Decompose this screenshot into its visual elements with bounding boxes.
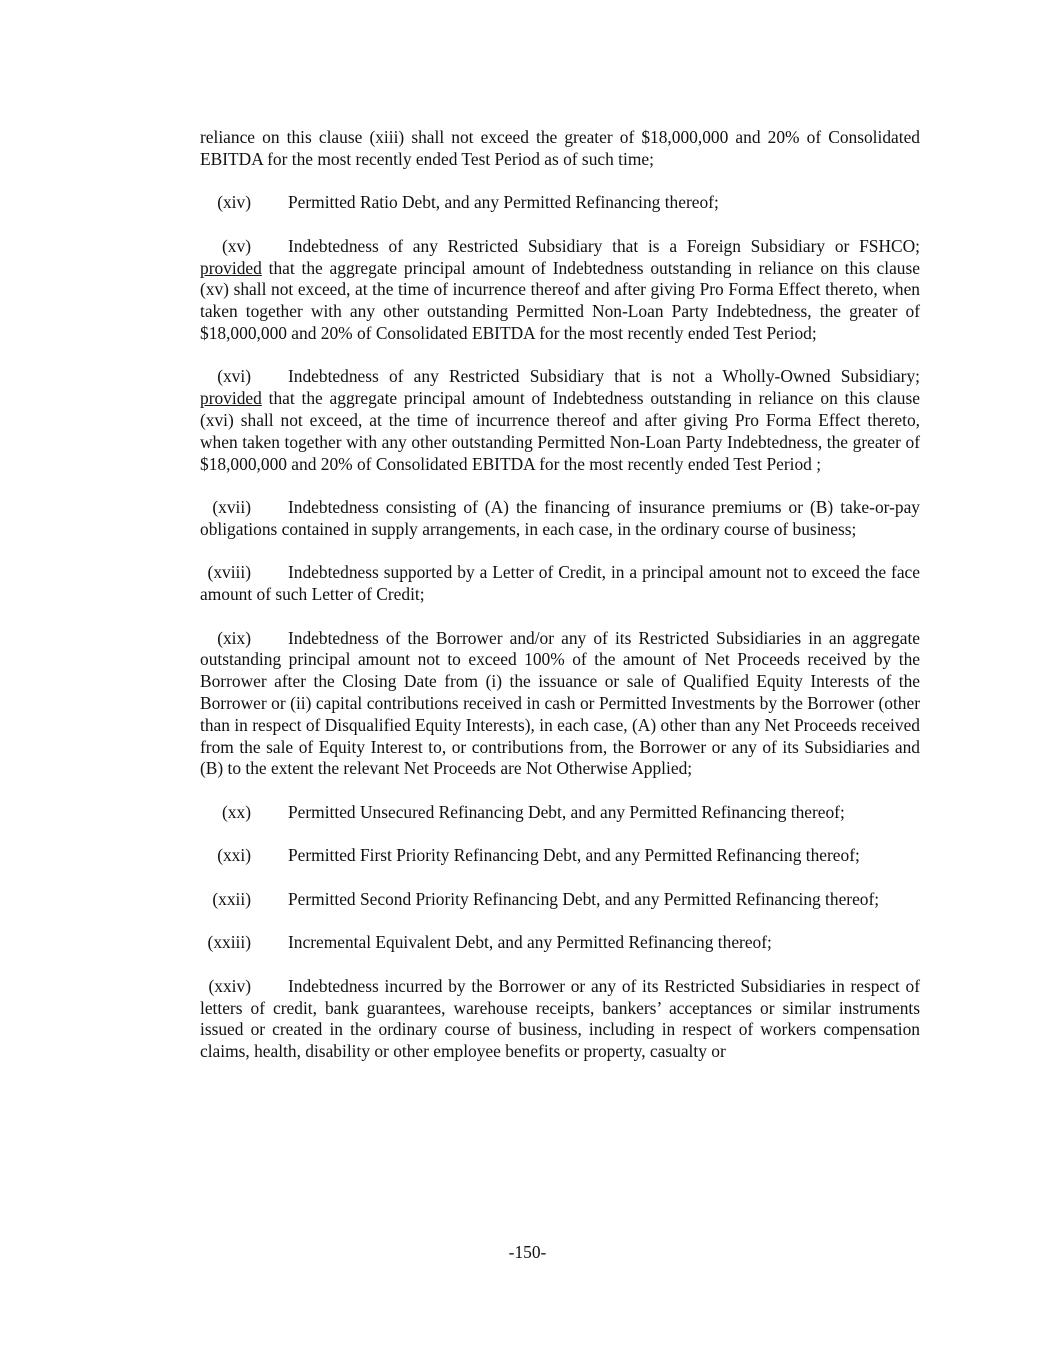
clause-number: (xv)	[222, 235, 251, 256]
clause-text: Permitted First Priority Refinancing Debt, and any Permitted Refinancing thereof;	[288, 845, 860, 866]
clause-number: (xiv)	[217, 192, 251, 213]
clause-text-continued: that the aggregate principal amount of Indebtedness outstanding in reliance on this clause (xv) shall not exceed, at the time of incurrence thereof and after giving Pro Forma Effect thereto, when taken together with any other outstanding Permitted Non-Loan Party Indebtedness, the greater of $18,000,000 and 20% of Consolidated EBITDA for the most recently ended Test Period;	[200, 257, 920, 343]
clause-xx	[200, 802, 920, 824]
clause-text: Permitted Second Priority Refinancing Debt, and any Permitted Refinancing thereof;	[288, 888, 880, 909]
clause-xxiii	[200, 932, 920, 954]
clause-xvii	[200, 497, 920, 541]
clause-text: Indebtedness incurred by the Borrower or any of its Restricted Subsidiaries in respect of letters of credit, bank guarantees, warehouse receipts, bankers’ acceptances or similar instruments issued or created in the ordinary course of business, including in respect of workers compensation claims, health, disability or other employee benefits or property, casualty or	[200, 975, 920, 1062]
continuation-paragraph: reliance on this clause (xiii) shall not exceed the greater of $18,000,000 and 20% of Consolidated EBITDA for the most recently ended Test Period as of such time;	[200, 127, 920, 169]
clause-xxi	[200, 845, 920, 867]
clause-text: Indebtedness of any Restricted Subsidiary that is a Foreign Subsidiary or FSHCO;	[288, 235, 920, 256]
clause-text: Indebtedness supported by a Letter of Credit, in a principal amount not to exceed the face amount of such Letter of Credit;	[200, 562, 920, 605]
clause-number: (xx)	[222, 801, 251, 822]
clause-number: (xviii)	[207, 562, 251, 583]
clause-xix	[200, 628, 920, 781]
clause-text: Indebtedness consisting of (A) the financing of insurance premiums or (B) take-or-pay obligations contained in supply arrangements, in each case, in the ordinary course of business;	[200, 497, 920, 539]
clause-xv	[200, 236, 920, 345]
page-number: -150-	[508, 1242, 547, 1262]
clause-number: (xvii)	[212, 497, 251, 518]
clause-xiv	[200, 192, 920, 214]
clause-number: (xix)	[217, 627, 251, 648]
clause-number: (xxiii)	[207, 932, 251, 953]
clause-text: Indebtedness of the Borrower and/or any of its Restricted Subsidiaries in an aggregate outstanding principal amount not to exceed 100% of the amount of Net Proceeds received by the Borrower after the Closing Date from (i) the issuance or sale of Qualified Equity Interests of the Borrower or (ii) capital contributions received in cash or Permitted Investments by the Borrower (other than in respect of Disqualified Equity Interests), in each case, (A) other than any Net Proceeds received from the sale of Equity Interest to, or contributions from, the Borrower or any of its Subsidiaries and (B) to the extent the relevant Net Proceeds are Not Otherwise Applied;	[200, 627, 920, 779]
document-page	[200, 127, 920, 1085]
clause-number: (xvi)	[217, 366, 251, 387]
clause-text: Incremental Equivalent Debt, and any Permitted Refinancing thereof;	[288, 932, 772, 953]
clause-xviii	[200, 562, 920, 606]
provided-term: provided	[200, 257, 262, 278]
clause-number: (xxi)	[217, 845, 251, 866]
clause-xxiv	[200, 976, 920, 1063]
clause-number: (xxiv)	[208, 975, 251, 996]
clause-text: Permitted Unsecured Refinancing Debt, and any Permitted Refinancing thereof;	[288, 801, 845, 822]
clause-text: Permitted Ratio Debt, and any Permitted Refinancing thereof;	[288, 192, 719, 213]
clause-text-continued: that the aggregate principal amount of Indebtedness outstanding in reliance on this clause (xvi) shall not exceed, at the time of incurrence thereof and after giving Pro Forma Effect thereto, when taken together with any other outstanding Permitted Non-Loan Party Indebtedness, the greater of $18,000,000 and 20% of Consolidated EBITDA for the most recently ended Test Period ;	[200, 388, 920, 474]
clause-xvi	[200, 366, 920, 475]
clause-xxii	[200, 889, 920, 911]
clause-text: Indebtedness of any Restricted Subsidiary that is not a Wholly-Owned Subsidiary;	[288, 366, 920, 387]
provided-term: provided	[200, 388, 262, 409]
clause-number: (xxii)	[212, 888, 251, 909]
